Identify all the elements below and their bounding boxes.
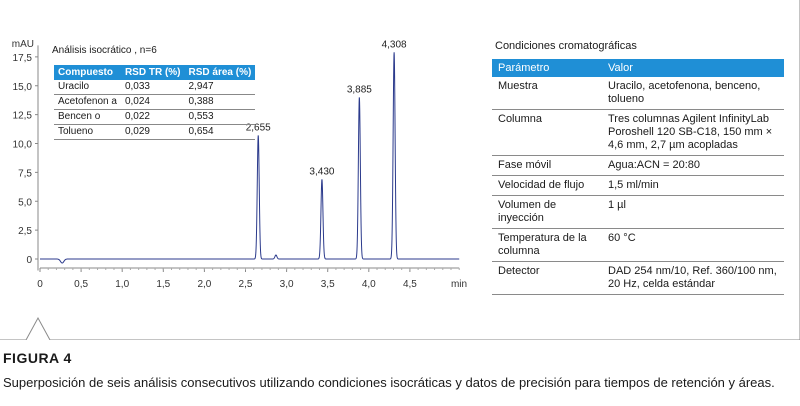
conditions-title: Condiciones cromatográficas xyxy=(495,40,637,52)
cond-cell: DAD 254 nm/10, Ref. 360/100 nm, 20 Hz, celda estándar xyxy=(602,262,784,295)
x-tick-label: 1,5 xyxy=(156,279,171,290)
table-row xyxy=(54,125,255,140)
x-tick-label: 3,0 xyxy=(279,279,294,290)
cond-cell: 60 °C xyxy=(602,229,784,262)
conditions-table xyxy=(492,59,784,295)
y-tick-label: 2,5 xyxy=(18,226,32,238)
inset-header: RSD área (%) xyxy=(185,65,256,80)
y-tick-label: 0 xyxy=(26,255,32,266)
peak-label: 3,430 xyxy=(309,166,335,178)
x-tick-label: 4,0 xyxy=(361,279,376,290)
inset-title: Análisis isocrático , n=6 xyxy=(52,45,157,56)
figure-caption: Superposición de seis análisis consecutivos utilizando condiciones isocráticas y datos de precisión para tiempos de retención y áreas. xyxy=(3,375,775,390)
inset-cell: 0,029 xyxy=(121,125,185,140)
cond-cell: Columna xyxy=(492,110,602,156)
x-tick-label: 4,5 xyxy=(402,279,417,290)
x-axis-label: min xyxy=(450,279,468,290)
table-row xyxy=(492,229,784,262)
peak-label: 2,655 xyxy=(245,122,271,134)
inset-cell: 0,654 xyxy=(185,125,256,140)
precision-table xyxy=(54,65,255,140)
table-row xyxy=(54,110,255,125)
cond-cell: Detector xyxy=(492,262,602,295)
inset-cell: Uracilo xyxy=(54,80,121,95)
inset-header: RSD TR (%) xyxy=(121,65,185,80)
y-tick-label: 15,0 xyxy=(12,81,32,93)
peak-label: 3,885 xyxy=(346,84,372,96)
cond-cell: Uracilo, acetofenona, benceno, tolueno xyxy=(602,77,784,110)
inset-cell: 0,553 xyxy=(185,110,256,125)
inset-cell: 0,388 xyxy=(185,95,256,110)
inset-cell: Bencen o xyxy=(54,110,121,125)
cond-cell: Volumen de inyección xyxy=(492,196,602,229)
inset-cell: 0,033 xyxy=(121,80,185,95)
cond-cell: Temperatura de la columna xyxy=(492,229,602,262)
cond-cell: Muestra xyxy=(492,77,602,110)
x-tick-label: 2,0 xyxy=(197,279,212,290)
inset-header: Compuesto xyxy=(54,65,121,80)
x-tick-label: 2,5 xyxy=(238,279,253,290)
inset-cell: 0,022 xyxy=(121,110,185,125)
x-tick-label: 0,5 xyxy=(74,279,89,290)
table-row xyxy=(492,156,784,176)
inset-cell: 0,024 xyxy=(121,95,185,110)
cond-header: Valor xyxy=(602,59,784,77)
cond-cell: Agua:ACN = 20:80 xyxy=(602,156,784,176)
cond-cell: Fase móvil xyxy=(492,156,602,176)
figure-label: FIGURA 4 xyxy=(3,350,72,366)
peak-label: 4,308 xyxy=(381,39,407,51)
y-axis-label: mAU xyxy=(11,39,34,50)
inset-cell: Acetofenon a xyxy=(54,95,121,110)
y-tick-label: 12,5 xyxy=(12,110,32,122)
table-row xyxy=(492,262,784,295)
inset-cell: Tolueno xyxy=(54,125,121,140)
table-row xyxy=(54,80,255,95)
y-tick-label: 7,5 xyxy=(18,168,32,180)
y-tick-label: 17,5 xyxy=(12,52,32,64)
y-tick-label: 5,0 xyxy=(18,197,32,209)
y-tick-label: 10,0 xyxy=(12,139,32,151)
table-row xyxy=(492,196,784,229)
cond-cell: Velocidad de flujo xyxy=(492,176,602,196)
cond-header: Parámetro xyxy=(492,59,602,77)
x-tick-label: 1,0 xyxy=(115,279,130,290)
cond-cell: 1,5 ml/min xyxy=(602,176,784,196)
cond-cell: 1 µl xyxy=(602,196,784,229)
table-row xyxy=(54,95,255,110)
cond-cell: Tres columnas Agilent InfinityLab Poroshell 120 SB-C18, 150 mm × 4,6 mm, 2,7 µm acopladas xyxy=(602,110,784,156)
x-tick-label: 0 xyxy=(37,279,43,290)
table-row xyxy=(492,77,784,110)
inset-cell: 2,947 xyxy=(185,80,256,95)
x-tick-label: 3,5 xyxy=(320,279,335,290)
table-row xyxy=(492,176,784,196)
table-row xyxy=(492,110,784,156)
